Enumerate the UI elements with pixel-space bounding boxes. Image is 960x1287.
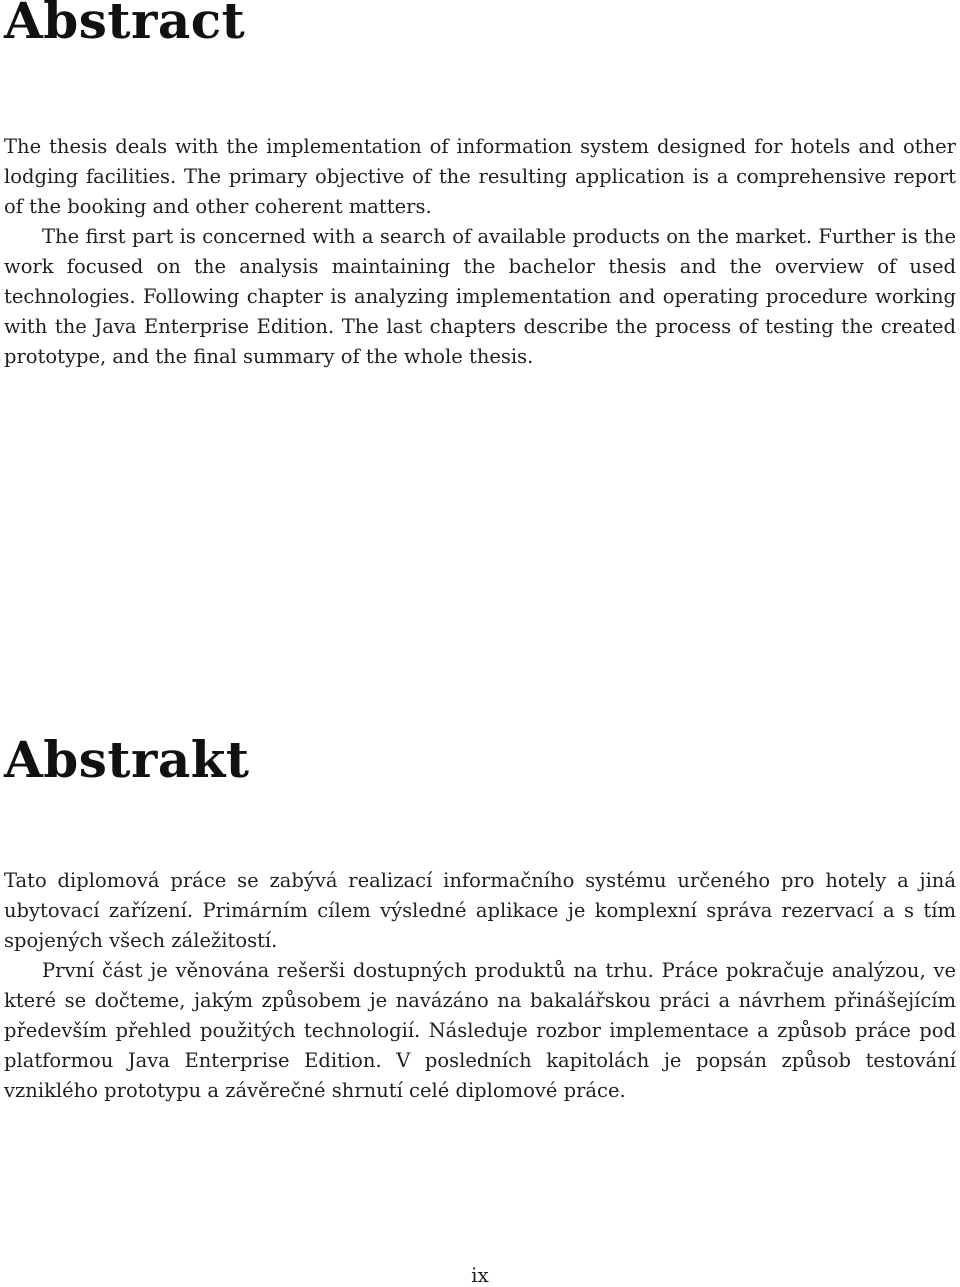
abstract-body xyxy=(4,132,956,372)
abstrakt-heading: Abstrakt xyxy=(4,730,250,789)
abstract-paragraph-2: The first part is concerned with a search of available products on the market. Further is the work focused on the analysis maintaining the bachelor thesis and the overview of used technologies. Following chapter is analyzing implementation and operating procedure working with the Java Enterprise Edition. The last chapters describe the process of testing the created prototype, and the final summary of the whole thesis. xyxy=(4,225,956,368)
abstrakt-paragraph-1: Tato diplomová práce se zabývá realizací informačního systému určeného pro hotely a jiná ubytovací zařízení. Primárním cílem výsledné aplikace je komplexní správa rezervací a s tím spojených všech záležitostí. xyxy=(4,869,956,952)
abstract-paragraph-1: The thesis deals with the implementation of information system designed for hotels and other lodging facilities. The primary objective of the resulting application is a comprehensive report of the booking and other coherent matters. xyxy=(4,135,956,218)
page-number: ix xyxy=(471,1263,489,1287)
abstrakt-paragraph-2: První část je věnována rešerši dostupných produktů na trhu. Práce pokračuje analýzou, ve které se dočteme, jakým způsobem je navázáno na bakalářskou práci a návrhem přinášejícím především přehled použitých technologií. Následuje rozbor implementace a způsob práce pod platformou Java Enterprise Edition. V posledních kapitolách je popsán způsob testování vzniklého prototypu a závěrečné shrnutí celé diplomové práce. xyxy=(4,959,956,1102)
abstrakt-body xyxy=(4,866,956,1106)
abstract-heading: Abstract xyxy=(4,0,246,50)
